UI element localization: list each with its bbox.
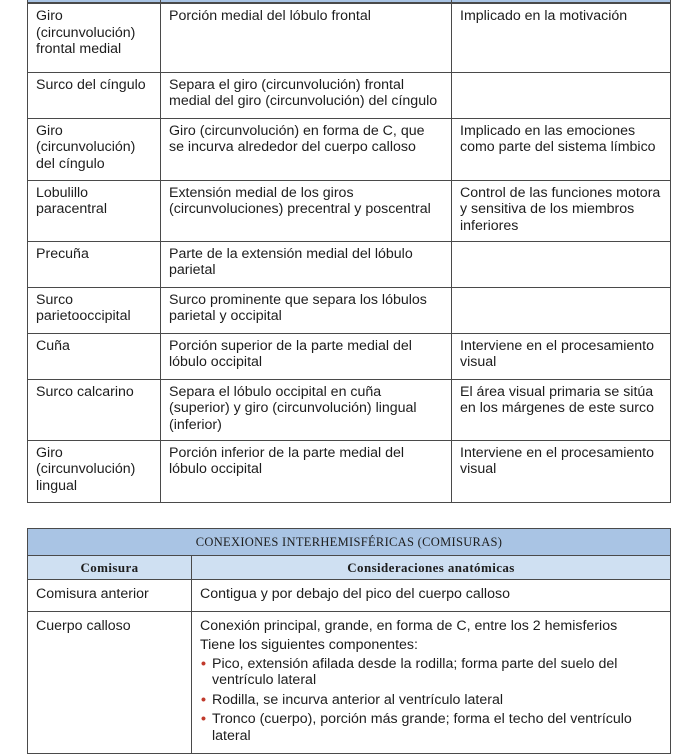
commissure-description-cell: [192, 611, 671, 754]
structure-name: Giro (circunvolución) del cíngulo: [28, 118, 161, 180]
structure-function: El área visual primaria se sitúa en los márgenes de este surco: [452, 379, 671, 440]
list-item: [200, 656, 662, 689]
list-item-text: Tronco (cuerpo), porción más grande; forma el techo del ventrículo lateral: [212, 711, 632, 744]
structure-location: Separa el giro (circunvolución) frontal medial del giro (circunvolución) del cíngulo: [161, 72, 452, 118]
table-row: [28, 379, 671, 440]
brain-structures-table: [27, 0, 671, 503]
structure-name: Surco del cíngulo: [28, 72, 161, 118]
structure-function: [452, 287, 671, 333]
table-row: [28, 333, 671, 379]
structure-location: Parte de la extensión medial del lóbulo parietal: [161, 241, 452, 287]
commissure-name: Comisura anterior: [28, 580, 192, 612]
column-header-commissure: Comisura: [28, 555, 192, 580]
structure-location: Separa el lóbulo occipital en cuña (superior) y giro (circunvolución) lingual (inferior): [161, 379, 452, 440]
column-header-anatomical-notes: Consideraciones anatómicas: [192, 555, 671, 580]
structure-name: Giro (circunvolución) lingual: [28, 440, 161, 502]
table-row: [28, 611, 671, 754]
structure-name: Lobulillo paracentral: [28, 180, 161, 241]
structure-location: Surco prominente que separa los lóbulos parietal y occipital: [161, 287, 452, 333]
components-intro: Tiene los siguientes componentes:: [200, 637, 418, 653]
structure-function: Control de las funciones motora y sensitiva de los miembros inferiores: [452, 180, 671, 241]
structure-location: Porción inferior de la parte medial del lóbulo occipital: [161, 440, 452, 502]
list-item-text: Pico, extensión afilada desde la rodilla; forma parte del suelo del ventrículo lateral: [212, 655, 618, 688]
structure-location: Porción superior de la parte medial del lóbulo occipital: [161, 333, 452, 379]
table-row: [28, 118, 671, 180]
commissures-table: [27, 528, 671, 754]
list-item: [200, 692, 662, 709]
table-row: [28, 180, 671, 241]
structure-location: Giro (circunvolución) en forma de C, que se incurva alrededor del cuerpo calloso: [161, 118, 452, 180]
structure-location: Porción medial del lóbulo frontal: [161, 3, 452, 72]
structure-name: Cuña: [28, 333, 161, 379]
table-row: [28, 241, 671, 287]
bullet-icon: •: [201, 655, 206, 672]
components-list: [200, 656, 662, 745]
commissure-name: Cuerpo calloso: [28, 611, 192, 754]
structure-name: Giro (circunvolución) frontal medial: [28, 3, 161, 72]
bullet-icon: •: [201, 711, 206, 727]
table-row: [28, 3, 671, 72]
commissure-description: Contigua y por debajo del pico del cuerpo calloso: [192, 580, 671, 612]
list-item-text: Rodilla, se incurva anterior al ventrículo lateral: [212, 691, 503, 708]
structure-location: Extensión medial de los giros (circunvoluciones) precentral y poscentral: [161, 180, 452, 241]
list-item: [200, 711, 662, 744]
table-row: [28, 580, 671, 612]
commissure-description: Conexión principal, grande, en forma de C, entre los 2 hemisferios: [200, 617, 618, 634]
structure-name: Surco parietooccipital: [28, 287, 161, 333]
bullet-icon: •: [201, 691, 206, 708]
structure-function: [452, 241, 671, 287]
structure-function: Implicado en las emociones como parte del sistema límbico: [452, 118, 671, 180]
structure-function: Interviene en el procesamiento visual: [452, 333, 671, 379]
structure-function: Implicado en la motivación: [452, 3, 671, 72]
structure-name: Precuña: [28, 241, 161, 287]
table-row: [28, 287, 671, 333]
structure-function: Interviene en el procesamiento visual: [452, 440, 671, 502]
structure-name: Surco calcarino: [28, 379, 161, 440]
structure-function: [452, 72, 671, 118]
table-row: [28, 72, 671, 118]
commissures-table-title: CONEXIONES INTERHEMISFÉRICAS (COMISURAS): [28, 529, 671, 556]
table-row: [28, 440, 671, 502]
